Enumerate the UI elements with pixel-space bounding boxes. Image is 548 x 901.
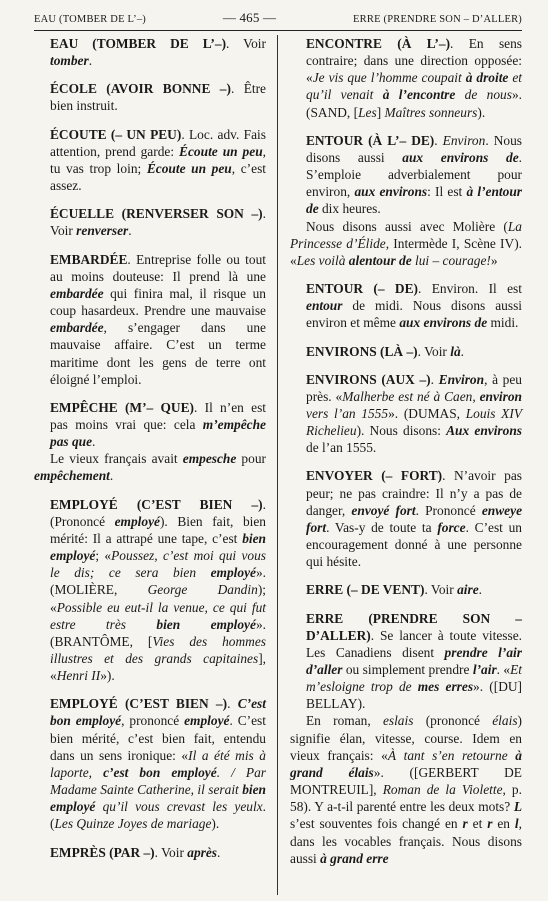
example-emphasis: employé <box>114 513 160 529</box>
example-emphasis: embardée <box>50 320 104 336</box>
definition-text: , c’est assez. <box>50 160 267 194</box>
gloss: eslais <box>382 713 414 729</box>
entry-erre-aller <box>290 610 522 867</box>
definition-text: , s’engager dans une mauvaise affaire. C’est un terme maritime dont les gens de terre ont éloigné l’emploi. <box>50 320 266 387</box>
definition-text: . <box>128 223 132 239</box>
quotation: Il a été mis à laporte, <box>50 747 266 780</box>
example-emphasis: bien employé <box>50 782 266 815</box>
definition-text: de l’an 1555. <box>306 440 377 456</box>
definition-text: En roman, <box>306 713 383 729</box>
definition-text: » <box>490 252 498 268</box>
quotation: Les voilà <box>296 252 349 268</box>
example-emphasis: à l’encontre <box>382 87 456 103</box>
example-emphasis: force <box>437 519 466 535</box>
definition-text: pour <box>236 451 266 467</box>
example-emphasis: employé <box>184 713 230 729</box>
definition-text: . « <box>496 662 511 677</box>
definition-text: ); « <box>50 582 266 615</box>
definition-text: dix heures. <box>318 201 381 217</box>
example-emphasis: Aux environs <box>446 423 522 439</box>
headword: ÉCOUTE (– UN PEU) <box>50 126 182 142</box>
definition-text: ». ([GERBERT DE MONTREUIL], <box>290 764 522 798</box>
definition-text: . Voir <box>424 582 458 598</box>
definition-text: en <box>492 816 515 832</box>
definition-text: . Nous disons aussi <box>306 132 523 165</box>
page-number: — 465 — <box>222 10 277 25</box>
example-emphasis: alentour de <box>348 252 412 268</box>
definition-text: ». (SAND, [ <box>306 87 522 120</box>
cross-reference: aire <box>457 582 479 598</box>
header-right-guide-word: ERRE (PRENDRE SON – D’ALLER) <box>353 14 522 25</box>
headword: ERRE (PRENDRE SON – D’ALLER) <box>306 610 522 643</box>
example-emphasis: c’est bon employé <box>103 764 217 780</box>
definition-text: ) signifie élan, vitesse, course. Idem en vieux français: « <box>290 713 522 763</box>
definition-text: . Être bien instruit. <box>50 81 266 114</box>
source-title: Roman de la Violette <box>382 782 503 798</box>
definition-text: . <box>217 844 221 860</box>
definition-text: . ( <box>50 799 266 832</box>
headword: EMPÊCHE (M’– QUE) <box>50 399 194 415</box>
example-emphasis: embardée <box>50 285 104 301</box>
definition-text: ». (MOLIÈRE, <box>50 565 266 598</box>
definition-text: , prononcé <box>121 713 185 729</box>
example-emphasis: à l’entour de <box>306 184 522 217</box>
header-left-guide-word: EAU (TOMBER DE L’–) <box>34 14 147 25</box>
definition-text: ] <box>376 104 385 120</box>
definition-text: , tu vas trop loin; <box>50 143 266 176</box>
source-title: Vies des hommes illustres et des grands capitaines <box>50 633 266 666</box>
example-emphasis: Environ <box>438 371 485 387</box>
headword: EMPLOYÉ (C’EST BIEN –) <box>50 696 228 712</box>
definition-text: . S’emploie adverbialement pour environ, <box>306 149 522 200</box>
headword: EAU (TOMBER DE L’–) <box>50 36 227 51</box>
definition-text: , p. 58). Y a-t-il parenté entre les deux mots? <box>290 782 522 815</box>
definition-text: et <box>467 816 488 832</box>
definition-text: , dans les vocables français. Nous disons aussi <box>290 816 522 866</box>
definition-text: ). Bien fait, bien mérité: Il a attrapé une tape, c’est <box>50 513 266 546</box>
entry-ecoute <box>34 126 266 195</box>
definition-text: . Se lancer à toute vitesse. Les Canadiens disent <box>306 627 522 660</box>
example-emphasis: empesche <box>182 451 237 467</box>
definition-text: ). <box>211 816 220 832</box>
definition-text: . Il n’en est pas moins vrai que: cela <box>50 399 266 432</box>
definition-text: ). Nous disons: <box>356 423 447 439</box>
entry-environs-la <box>290 343 522 360</box>
example-emphasis: r <box>487 816 493 832</box>
headword: ENCONTRE (À L’–) <box>306 36 451 51</box>
example-emphasis: l’air <box>472 662 497 677</box>
definition-text: . Voir <box>50 206 266 239</box>
definition-text: . <box>460 343 465 359</box>
definition-text: . C’est bien mérité, c’est bien fait, entendu dans un sens ironique: « <box>50 713 266 763</box>
definition-text: ». (DUMAS, <box>388 405 466 421</box>
example-emphasis: à droite <box>465 70 509 86</box>
entry-environs-aux <box>290 371 522 457</box>
example-emphasis: enweye fort <box>306 502 523 535</box>
example-emphasis: m’empêche pas que <box>50 416 266 450</box>
definition-text: qui finira mal, il risque un coup hasardeux. Prendre une mauvaise <box>50 285 266 319</box>
example-emphasis: Écoute un peu <box>146 160 232 176</box>
example-emphasis: mes erres <box>417 679 474 695</box>
quotation: Malherbe est né à Caen, <box>342 388 480 404</box>
example-emphasis: à grand erre <box>320 850 389 866</box>
entry-ecuelle <box>34 205 266 239</box>
example-emphasis: l <box>514 816 519 832</box>
quotation: Et m’esloigne trop de <box>306 662 523 695</box>
headword: ÉCOLE (AVOIR BONNE –) <box>50 81 231 97</box>
headword: ENVIRONS (LÀ –) <box>306 343 418 359</box>
definition-text: ). <box>477 104 486 120</box>
headword: ENTOUR (À L’– DE) <box>306 132 435 148</box>
quotation: Possible eu eut-il la venue, ce qui fut estre très <box>50 599 266 632</box>
header-rule <box>34 30 522 31</box>
column-divider <box>277 35 278 895</box>
entry-entour-1 <box>290 132 522 269</box>
definition-text: Le vieux français avait <box>50 451 183 467</box>
definition-text: Nous disons aussi avec Molière ( <box>306 218 508 234</box>
example-emphasis: empêchement <box>34 468 110 484</box>
example-emphasis: aux environs <box>354 184 428 200</box>
definition-text: . C’est un encouragement donné à une personne qui hésite. <box>306 519 522 570</box>
definition-text: . Voir <box>226 36 266 51</box>
definition-text: . <box>88 53 93 69</box>
example-emphasis: r <box>462 816 468 832</box>
example-emphasis: bien employé <box>156 616 256 632</box>
definition-text: . Loc. adv. Fais attention, prend garde: <box>50 126 266 159</box>
example-emphasis: environ <box>479 388 522 404</box>
definition-text: , Intermède I, Scène IV). « <box>290 235 522 268</box>
definition-text: . Entreprise folle ou tout au moins douteuse: Il prend là une <box>50 251 266 284</box>
definition-text: . <box>227 696 238 712</box>
definition-text: . En sens contraire; dans une direction opposée: « <box>306 36 523 86</box>
source-title: Les Quinze Joyes de mariage <box>54 816 212 832</box>
definition-text: . Vas-y de toute ta <box>326 519 438 535</box>
cross-reference: après <box>187 844 218 860</box>
quotation: lui – courage! <box>411 252 491 268</box>
definition-text: midi. <box>487 315 519 331</box>
definition-text: , à peu près. « <box>306 371 523 404</box>
example-emphasis: aux environs de <box>399 315 488 331</box>
example-emphasis: à grand élais <box>290 747 522 780</box>
quotation: qu’il vous crevast les yeulx <box>95 799 263 815</box>
headword: EMBARDÉE <box>50 251 128 267</box>
running-header <box>34 10 522 26</box>
entry-embardee <box>34 251 266 388</box>
definition-text: . <box>434 132 443 148</box>
definition-text: de midi. Nous disons aussi environ et même <box>306 298 522 331</box>
definition-text: ». ([DU] BELLAY). <box>306 679 522 712</box>
example-emphasis: employé <box>210 565 256 581</box>
definition-text: ou simplement prendre <box>342 662 473 677</box>
quotation: vers l’an 1555 <box>306 405 389 421</box>
source-title: Les <box>358 104 377 120</box>
quotation: Poussez, c’est moi qui vous le dis; ce sera bien <box>50 548 267 581</box>
quotation: de nous <box>455 87 512 103</box>
headword: ENVIRONS (AUX –) <box>306 371 431 387</box>
example-emphasis: envoyé fort <box>351 502 416 518</box>
source-title: Henri II <box>56 668 101 684</box>
source-title: Maîtres sonneurs <box>384 104 478 120</box>
definition-text: ; « <box>95 548 112 564</box>
definition-text: . N’avoir pas peur; ne pas craindre: Il n’y a pas de danger, <box>306 468 522 518</box>
definition-text: . <box>92 434 96 450</box>
right-column <box>290 35 522 878</box>
entry-empres <box>34 844 266 861</box>
entry-empeche <box>34 399 266 485</box>
gloss: Environ <box>442 132 486 148</box>
definition-text: . <box>109 468 114 484</box>
headword: ÉCUELLE (RENVERSER SON –) <box>50 206 263 222</box>
headword: ERRE (– DE VENT) <box>306 582 425 598</box>
definition-text: . Voir <box>417 343 451 359</box>
headword: ENVOYER (– FORT) <box>306 468 443 484</box>
cross-reference: renverser <box>76 223 129 239</box>
headword: EMPLOYÉ (C’EST BIEN –) <box>50 496 263 512</box>
source-title: Louis XIV Richelieu <box>306 405 522 439</box>
cross-reference: là <box>450 343 461 359</box>
definition-text: : Il est <box>427 184 467 200</box>
quotation: À tant s’en retourne <box>387 747 516 763</box>
quotation: Je vis que l’homme coupait <box>312 70 466 86</box>
definition-text: ». (BRANTÔME, [ <box>50 616 266 649</box>
definition-text: (prononcé <box>413 713 493 729</box>
definition-text: . (Prononcé <box>50 496 266 529</box>
example-emphasis: entour <box>306 298 343 314</box>
entry-ecole <box>34 80 266 114</box>
definition-text: ], « <box>50 651 266 684</box>
example-emphasis: prendre l’air d’aller <box>306 644 522 677</box>
quotation: . / Par Madame Sainte Catherine, il serait <box>50 764 266 798</box>
headword: ENTOUR (– DE) <box>306 281 418 297</box>
example-emphasis: aux environs de <box>402 149 519 165</box>
gloss: élais <box>492 713 518 729</box>
example-emphasis: L <box>513 799 522 815</box>
left-column <box>34 35 266 878</box>
two-column-body <box>34 35 522 878</box>
headword: EMPRÈS (PAR –) <box>50 844 155 860</box>
entry-envoyer <box>290 467 522 570</box>
example-emphasis: Écoute un peu <box>179 143 263 159</box>
definition-text: s’est souventes fois changé en <box>290 816 463 832</box>
definition-text: . <box>430 371 439 387</box>
cross-reference: tomber <box>50 53 89 69</box>
definition-text: . Environ. Il est <box>418 281 522 297</box>
entry-entour-2 <box>290 280 522 331</box>
entry-employe-2 <box>34 695 266 832</box>
definition-text: . Voir <box>154 844 188 860</box>
source-title: La Princesse d’Élide <box>290 218 522 251</box>
definition-text: »). <box>100 668 115 684</box>
quotation: et qu’il venait <box>306 70 522 103</box>
example-emphasis: bien employé <box>50 530 266 564</box>
entry-eau <box>34 35 266 69</box>
definition-text: . <box>478 582 482 598</box>
definition-text: . Prononcé <box>415 502 482 518</box>
source-title: George Dandin <box>147 582 258 598</box>
example-emphasis: C’est bon employé <box>50 696 266 729</box>
entry-encontre <box>290 35 522 121</box>
entry-employe-1 <box>34 496 266 685</box>
entry-erre-vent <box>290 581 522 598</box>
